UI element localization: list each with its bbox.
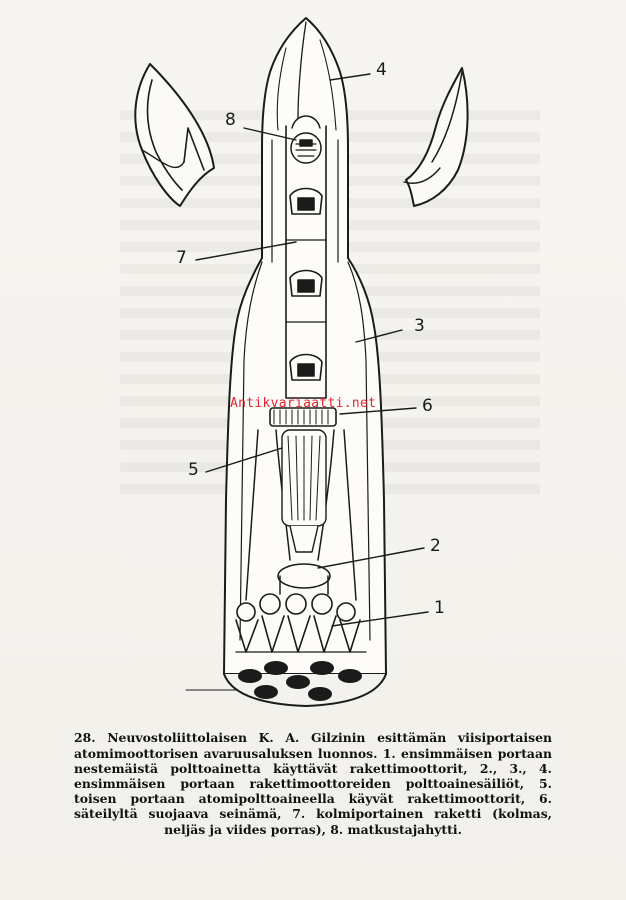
callout-6: 6 [422,396,433,416]
callout-1: 1 [434,598,445,618]
left-nose-fairing [135,64,214,206]
callout-3: 3 [414,316,425,336]
callout-8: 8 [225,110,236,130]
three-stage-inner-rocket [286,126,326,398]
watermark: Antikvariaatti.net [230,396,377,411]
callout-4: 4 [376,60,387,80]
callout-5: 5 [188,460,199,480]
callout-2: 2 [430,536,441,556]
figure-caption: 28. Neuvostoliittolaisen K. A. Gilzinin esittämän viisiportaisen atomimoottorisen avaruusaluksen luonnos. 1. ensimmäisen portaan nestemäistä polttoainetta käyttävät rakettimoottorit, 2., 3., 4. ensimmäisen portaan rakettimoottoreiden polttoainesäiliöt, 5. toisen portaan atomipolttoaineella käyvät rakettimoottorit, 6. säteilyltä suojaava seinämä, 7. kolmiportainen raketti (kolmas, neljäs ja viides porras), 8. matkustajahytti. [74,730,552,837]
right-nose-fairing [404,68,468,206]
callout-7: 7 [176,248,187,268]
